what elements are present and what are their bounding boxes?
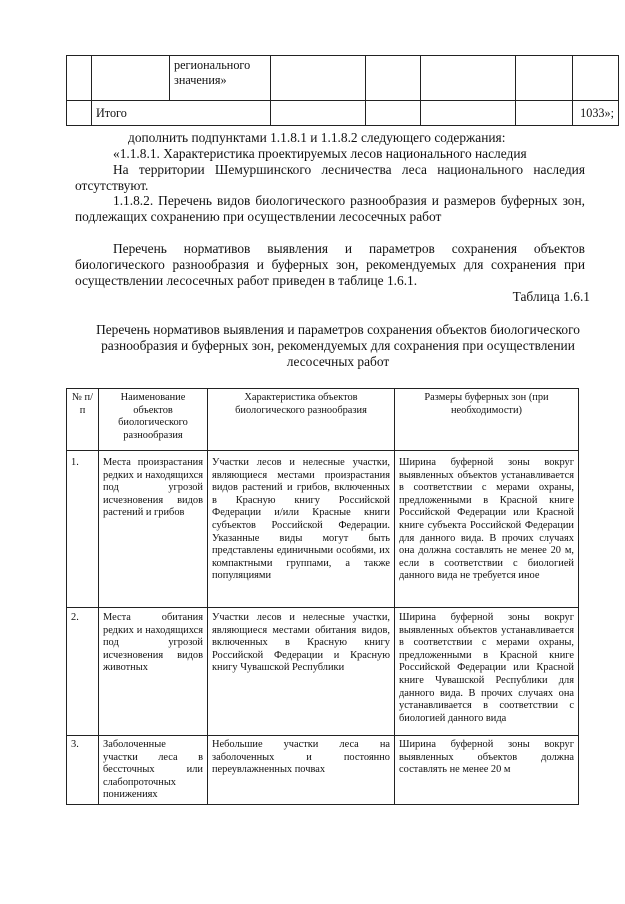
paragraph-heritage-forests: На территории Шемуршинского лесничества леса национального наследия отсутствуют. [75, 162, 585, 193]
table-row [67, 608, 579, 736]
biodiversity-table [66, 388, 579, 805]
row-name: Места обитания редких и находящихся под угрозой исчезновения видов животных [99, 608, 208, 736]
row-number: 1. [67, 451, 99, 608]
table-label: Таблица 1.6.1 [512, 289, 590, 304]
row-characteristic: Небольшие участки леса на заболоченных и постоянно переувлажненных почвах [208, 736, 395, 805]
table-cell: регионального значения» [170, 56, 271, 101]
row-buffer-size: Ширина буферной зоны вокруг выявленных объектов устанавливается в соответствии с мерами охраны, предложенными в Красной книге Российской Федерации или Красной книге Чувашской Республики для данного вида. В прочих случаях она устанавливается в соответствии с биологией данного вида [395, 608, 579, 736]
table-row-total [67, 101, 619, 126]
total-label: Итого [92, 101, 271, 126]
total-value: 1033»; [573, 101, 619, 126]
table-header-row [67, 389, 579, 451]
row-characteristic: Участки лесов и нелесные участки, являющиеся местами произрастания видов растений и грибов, включенных в Красную книгу Российской Федерации и/или Красные книги субъектов Российской Федерации. Указанные виды могут быть представлены единичными особями, их компактными группами, а также популяциями [208, 451, 395, 608]
header-characteristic: Характеристика объектов биологического разнообразия [208, 389, 395, 451]
row-number: 2. [67, 608, 99, 736]
table-title: Перечень нормативов выявления и параметров сохранения объектов биологического разнообразия и буферных зон, рекомендуемых для сохранения при осуществлении лесосечных работ [96, 322, 580, 369]
section-heading-1181: «1.1.8.1. Характеристика проектируемых лесов национального наследия [113, 146, 527, 161]
table-row [67, 736, 579, 805]
row-name: Заболоченные участки леса в бессточных или слабопроточных понижениях [99, 736, 208, 805]
continuation-table [66, 55, 619, 126]
paragraph-table-reference: Перечень нормативов выявления и параметров сохранения объектов биологического разнообразия и буферных зон, рекомендуемых для сохранения при осуществлении лесосечных работ приведен в таблице 1.6.1. [75, 241, 585, 288]
row-name: Места произрастания редких и находящихся под угрозой исчезновения видов растений и грибов [99, 451, 208, 608]
header-number: № п/п [67, 389, 99, 451]
header-name: Наименование объектов биологического разнообразия [99, 389, 208, 451]
row-number: 3. [67, 736, 99, 805]
section-heading-1182: 1.1.8.2. Перечень видов биологического разнообразия и размеров буферных зон, подлежащих сохранению при осуществлении лесосечных работ [75, 193, 585, 224]
table-row [67, 56, 619, 101]
row-buffer-size: Ширина буферной зоны вокруг выявленных объектов устанавливается в соответствии с мерами охраны, предложенными в Красной книге Российской Федерации или Красной книге субъекта Российской Федерации для данного вида. В прочих случаях она должна составлять не менее 20 м, если в соответствии с биологией данного вида не требуется иное [395, 451, 579, 608]
header-buffer-size: Размеры буферных зон (при необходимости) [395, 389, 579, 451]
row-characteristic: Участки лесов и нелесные участки, являющиеся местами обитания видов, включенных в Красную книгу Российской Федерации и Красную книгу Чувашской Республики [208, 608, 395, 736]
table-row [67, 451, 579, 608]
row-buffer-size: Ширина буферной зоны вокруг выявленных объектов должна составлять не менее 20 м [395, 736, 579, 805]
amendment-line: дополнить подпунктами 1.1.8.1 и 1.1.8.2 следующего содержания: [128, 130, 506, 145]
